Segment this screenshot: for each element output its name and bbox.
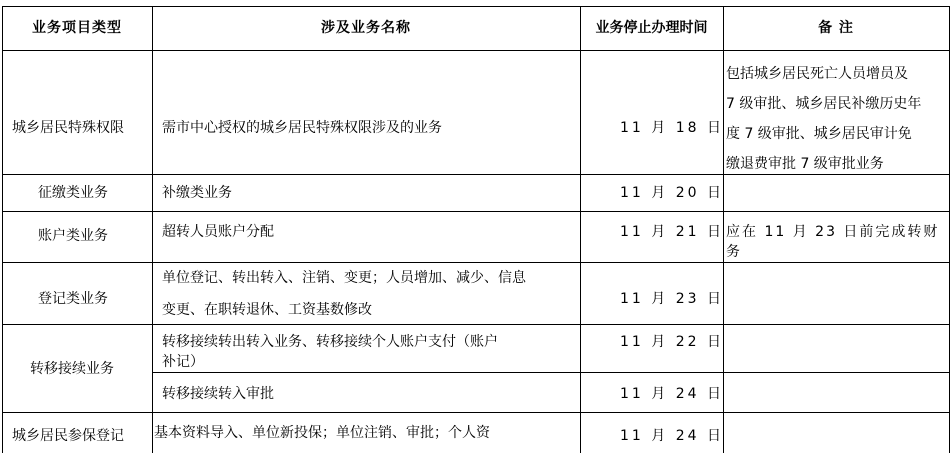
row-divider [2, 412, 950, 413]
header-type: 业务项目类型 [32, 20, 122, 36]
cell-name-line: 单位登记、转出转入、注销、变更；人员增加、减少、信息 [162, 270, 526, 286]
cell-type: 城乡居民参保登记 [12, 428, 124, 444]
cell-name: 转移接续转入审批 [162, 386, 274, 402]
cell-note-line: 应在 11 月 23 日前完成转财 [726, 224, 940, 240]
table-border-top [2, 6, 950, 7]
cell-date: 11 月 18 日 [620, 120, 724, 136]
header-name: 涉及业务名称 [321, 20, 411, 36]
cell-date: 11 月 24 日 [620, 428, 724, 444]
row-divider [2, 324, 950, 325]
cell-name: 补缴类业务 [162, 185, 232, 201]
row-divider [2, 174, 950, 175]
table-border-left [2, 6, 3, 453]
table-border-right [949, 6, 950, 453]
cell-note-line: 7 级审批、城乡居民补缴历史年 [726, 96, 922, 112]
cell-type: 城乡居民特殊权限 [12, 120, 124, 136]
cell-name: 基本资料导入、单位新投保；单位注销、审批；个人资 [154, 425, 490, 441]
cell-type: 征缴类业务 [38, 185, 108, 201]
cell-date: 11 月 21 日 [620, 224, 724, 240]
cell-type: 转移接续业务 [30, 361, 114, 377]
cell-name-line: 转移接续转出转入业务、转移接续个人账户支付（账户 [162, 334, 498, 350]
cell-name: 需市中心授权的城乡居民特殊权限涉及的业务 [162, 120, 442, 136]
cell-date: 11 月 23 日 [620, 291, 724, 307]
row-divider [2, 50, 950, 51]
row-divider [2, 211, 950, 212]
cell-date: 11 月 20 日 [620, 185, 724, 201]
cell-type: 账户类业务 [38, 228, 108, 244]
column-divider [152, 6, 153, 453]
row-divider [2, 262, 950, 263]
cell-name: 超转人员账户分配 [162, 224, 274, 240]
cell-name-line: 变更、在职转退休、工资基数修改 [162, 302, 372, 318]
cell-note-line: 务 [726, 244, 740, 260]
cell-type: 登记类业务 [38, 291, 108, 307]
cell-date: 11 月 24 日 [620, 386, 724, 402]
cell-note-line: 度 7 级审批、城乡居民审计免 [726, 126, 912, 142]
column-divider [580, 6, 581, 453]
header-stop-time: 业务停止办理时间 [595, 20, 708, 36]
cell-note-line: 缴退费审批 7 级审批业务 [726, 156, 884, 172]
cell-note-line: 包括城乡居民死亡人员增员及 [726, 66, 908, 82]
header-note: 备 注 [818, 20, 854, 36]
row-divider [152, 372, 950, 373]
cell-date: 11 月 22 日 [620, 334, 724, 350]
cell-name-line: 补记） [162, 354, 204, 370]
